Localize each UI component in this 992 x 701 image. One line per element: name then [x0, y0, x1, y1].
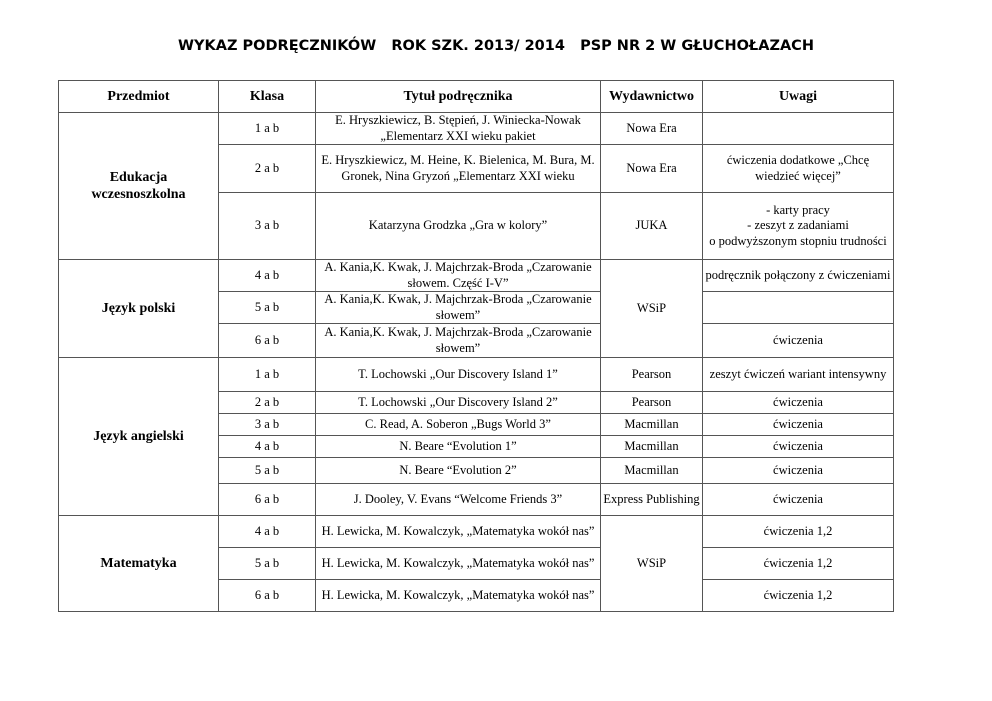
header-uwagi: Uwagi	[703, 81, 894, 113]
tytul-cell: A. Kania,K. Kwak, J. Majchrzak-Broda „Czarowanie słowem. Część I-V”	[316, 260, 601, 292]
table-row	[59, 516, 894, 548]
uwagi-cell	[703, 113, 894, 145]
wydawnictwo-cell: Express Publishing	[601, 484, 703, 516]
uwagi-cell: ćwiczenia 1,2	[703, 516, 894, 548]
klasa-cell: 6 a b	[219, 324, 316, 358]
wydawnictwo-cell: Nowa Era	[601, 145, 703, 193]
wydawnictwo-cell: Nowa Era	[601, 113, 703, 145]
header-przedmiot: Przedmiot	[59, 81, 219, 113]
textbook-table	[58, 80, 894, 612]
tytul-cell: H. Lewicka, M. Kowalczyk, „Matematyka wokół nas”	[316, 580, 601, 612]
uwagi-cell	[703, 292, 894, 324]
klasa-cell: 1 a b	[219, 113, 316, 145]
uwagi-cell: ćwiczenia	[703, 436, 894, 458]
klasa-cell: 4 a b	[219, 516, 316, 548]
tytul-cell: C. Read, A. Soberon „Bugs World 3”	[316, 414, 601, 436]
header-klasa: Klasa	[219, 81, 316, 113]
klasa-cell: 2 a b	[219, 392, 316, 414]
wydawnictwo-cell: Macmillan	[601, 458, 703, 484]
table-row	[59, 358, 894, 392]
klasa-cell: 2 a b	[219, 145, 316, 193]
klasa-cell: 3 a b	[219, 193, 316, 260]
klasa-cell: 6 a b	[219, 484, 316, 516]
tytul-cell: E. Hryszkiewicz, B. Stępień, J. Winiecka-Nowak „Elementarz XXI wieku pakiet	[316, 113, 601, 145]
tytul-cell: T. Lochowski „Our Discovery Island 1”	[316, 358, 601, 392]
table-row	[59, 260, 894, 292]
tytul-cell: Katarzyna Grodzka „Gra w kolory”	[316, 193, 601, 260]
klasa-cell: 1 a b	[219, 358, 316, 392]
uwagi-cell: ćwiczenia	[703, 484, 894, 516]
document-title: WYKAZ PODRĘCZNIKÓW ROK SZK. 2013/ 2014 PSP NR 2 W GŁUCHOŁAZACH	[178, 38, 814, 54]
tytul-cell: N. Beare “Evolution 1”	[316, 436, 601, 458]
subject-cell: Język polski	[59, 260, 219, 358]
subject-cell: Matematyka	[59, 516, 219, 612]
tytul-cell: E. Hryszkiewicz, M. Heine, K. Bielenica, M. Bura, M. Gronek, Nina Gryzoń „Elementarz XXI wieku	[316, 145, 601, 193]
wydawnictwo-cell: Macmillan	[601, 436, 703, 458]
klasa-cell: 3 a b	[219, 414, 316, 436]
uwagi-cell: ćwiczenia	[703, 458, 894, 484]
uwagi-cell: podręcznik połączony z ćwiczeniami	[703, 260, 894, 292]
tytul-cell: J. Dooley, V. Evans “Welcome Friends 3”	[316, 484, 601, 516]
subject-cell: Język angielski	[59, 358, 219, 516]
header-wydawnictwo: Wydawnictwo	[601, 81, 703, 113]
wydawnictwo-cell: WSiP	[601, 516, 703, 612]
tytul-cell: H. Lewicka, M. Kowalczyk, „Matematyka wokół nas”	[316, 516, 601, 548]
klasa-cell: 5 a b	[219, 292, 316, 324]
table-row	[59, 113, 894, 145]
tytul-cell: T. Lochowski „Our Discovery Island 2”	[316, 392, 601, 414]
tytul-cell: A. Kania,K. Kwak, J. Majchrzak-Broda „Czarowanie słowem”	[316, 324, 601, 358]
wydawnictwo-cell: Macmillan	[601, 414, 703, 436]
subject-cell: Edukacja wczesnoszkolna	[59, 113, 219, 260]
klasa-cell: 5 a b	[219, 548, 316, 580]
uwagi-cell: ćwiczenia	[703, 414, 894, 436]
wydawnictwo-cell: Pearson	[601, 392, 703, 414]
uwagi-cell: ćwiczenia dodatkowe „Chcę wiedzieć więcej”	[703, 145, 894, 193]
header-row	[59, 81, 894, 113]
wydawnictwo-cell: WSiP	[601, 260, 703, 358]
uwagi-cell: zeszyt ćwiczeń wariant intensywny	[703, 358, 894, 392]
tytul-cell: A. Kania,K. Kwak, J. Majchrzak-Broda „Czarowanie słowem”	[316, 292, 601, 324]
klasa-cell: 4 a b	[219, 260, 316, 292]
uwagi-cell: ćwiczenia	[703, 392, 894, 414]
uwagi-cell: - karty pracy - zeszyt z zadaniami o podwyższonym stopniu trudności	[703, 193, 894, 260]
wydawnictwo-cell: Pearson	[601, 358, 703, 392]
wydawnictwo-cell: JUKA	[601, 193, 703, 260]
uwagi-cell: ćwiczenia 1,2	[703, 548, 894, 580]
uwagi-cell: ćwiczenia 1,2	[703, 580, 894, 612]
header-tytul: Tytuł podręcznika	[316, 81, 601, 113]
klasa-cell: 5 a b	[219, 458, 316, 484]
klasa-cell: 6 a b	[219, 580, 316, 612]
uwagi-cell: ćwiczenia	[703, 324, 894, 358]
klasa-cell: 4 a b	[219, 436, 316, 458]
tytul-cell: N. Beare “Evolution 2”	[316, 458, 601, 484]
tytul-cell: H. Lewicka, M. Kowalczyk, „Matematyka wokół nas”	[316, 548, 601, 580]
